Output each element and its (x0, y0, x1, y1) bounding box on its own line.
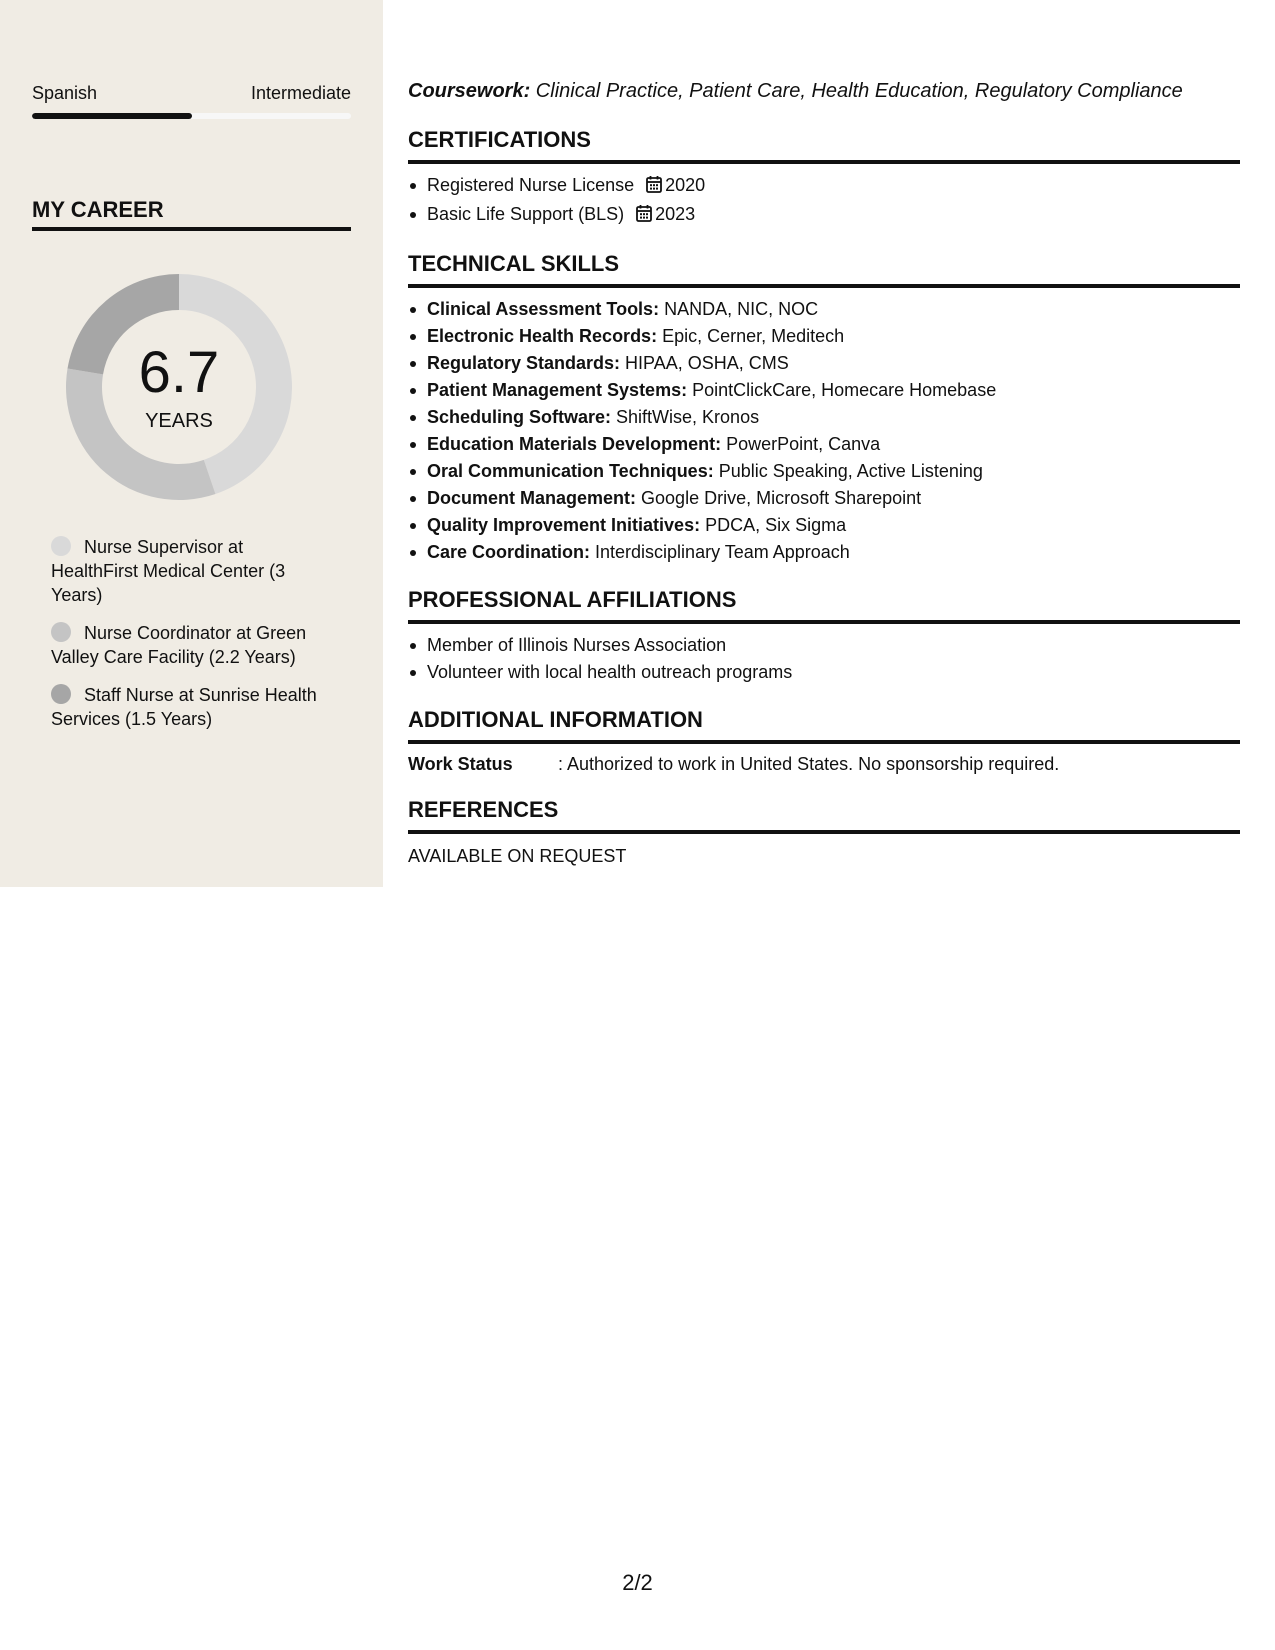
skill-value: HIPAA, OSHA, CMS (620, 353, 789, 373)
skill-item (427, 512, 1240, 539)
certification-name: Registered Nurse License (427, 175, 635, 195)
career-donut-chart (66, 274, 292, 500)
language-proficiency-bar (32, 113, 351, 119)
skill-item (427, 539, 1240, 566)
career-legend-item (51, 535, 321, 607)
certification-item (427, 172, 1240, 201)
work-status-row (408, 752, 1240, 776)
page-number: 2/2 (622, 1570, 653, 1595)
skill-name: Oral Communication Techniques: (427, 461, 714, 481)
career-legend-item (51, 621, 321, 669)
skill-name: Care Coordination: (427, 542, 591, 562)
skill-name: Electronic Health Records: (427, 326, 658, 346)
career-legend-label: Nurse Supervisor at HealthFirst Medical Center (3 Years) (51, 537, 286, 605)
work-status-label: Work Status (408, 754, 513, 774)
skill-value: Google Drive, Microsoft Sharepoint (636, 488, 922, 508)
skill-name: Quality Improvement Initiatives: (427, 515, 701, 535)
language-level: Intermediate (250, 83, 351, 103)
language-row (32, 82, 351, 104)
affiliations-title: PROFESSIONAL AFFILIATIONS (408, 587, 737, 612)
affiliation-item: Member of Illinois Nurses Association (427, 632, 1240, 659)
skill-name: Clinical Assessment Tools: (427, 299, 660, 319)
career-legend-label: Nurse Coordinator at Green Valley Care Facility (2.2 Years) (51, 623, 307, 667)
skill-value: PowerPoint, Canva (721, 434, 881, 454)
calendar-icon (636, 203, 652, 230)
affiliation-item: Volunteer with local health outreach programs (427, 659, 1240, 686)
affiliations-list (408, 632, 1240, 686)
certifications-list (408, 172, 1240, 230)
skill-value: NANDA, NIC, NOC (659, 299, 819, 319)
skill-value: ShiftWise, Kronos (611, 407, 760, 427)
skill-value: Interdisciplinary Team Approach (590, 542, 850, 562)
section-rule (408, 830, 1240, 834)
section-rule (408, 284, 1240, 288)
career-legend-item (51, 683, 321, 731)
skill-name: Patient Management Systems: (427, 380, 688, 400)
skill-name: Regulatory Standards: (427, 353, 621, 373)
certifications-title: CERTIFICATIONS (408, 127, 591, 152)
career-total-years: 6.7 (138, 340, 220, 405)
skill-name: Education Materials Development: (427, 434, 722, 454)
coursework-text: Clinical Practice, Patient Care, Health Education, Regulatory Compliance (530, 80, 1183, 102)
career-total-unit: YEARS (145, 410, 213, 432)
additional-info-section (408, 706, 1240, 776)
skill-item (427, 458, 1240, 485)
certification-year: 2020 (665, 175, 706, 195)
calendar-icon (646, 174, 662, 201)
references-section (408, 796, 1240, 868)
affiliations-section (408, 586, 1240, 686)
additional-info-title: ADDITIONAL INFORMATION (408, 707, 703, 732)
career-section-rule (32, 227, 351, 231)
skill-item (427, 485, 1240, 512)
language-proficiency-fill (32, 113, 192, 119)
skill-name: Scheduling Software: (427, 407, 612, 427)
work-status-value: : Authorized to work in United States. No sponsorship required. (558, 754, 1060, 774)
skill-value: PointClickCare, Homecare Homebase (687, 380, 997, 400)
coursework-label: Coursework: (408, 80, 531, 102)
legend-dot-icon (51, 622, 71, 642)
references-text: AVAILABLE ON REQUEST (408, 846, 627, 866)
skill-value: Epic, Cerner, Meditech (657, 326, 845, 346)
section-rule (408, 620, 1240, 624)
section-rule (408, 740, 1240, 744)
skill-item (427, 377, 1240, 404)
skill-value: PDCA, Six Sigma (700, 515, 847, 535)
certification-item (427, 201, 1240, 230)
certifications-section (408, 126, 1240, 230)
skill-item (427, 296, 1240, 323)
legend-dot-icon (51, 536, 71, 556)
career-legend-label: Staff Nurse at Sunrise Health Services (1.5 Years) (51, 685, 317, 729)
section-rule (408, 160, 1240, 164)
skill-name: Document Management: (427, 488, 637, 508)
skill-item (427, 323, 1240, 350)
language-name: Spanish (32, 83, 98, 103)
career-legend (51, 535, 321, 745)
certification-year: 2023 (655, 204, 696, 224)
career-section-title: MY CAREER (32, 197, 164, 222)
skill-item (427, 350, 1240, 377)
main-content (408, 78, 1240, 868)
certification-name: Basic Life Support (BLS) (427, 204, 625, 224)
technical-skills-list (408, 296, 1240, 566)
technical-skills-title: TECHNICAL SKILLS (408, 251, 620, 276)
sidebar (0, 0, 383, 887)
coursework-line (408, 78, 1240, 104)
technical-skills-section (408, 250, 1240, 566)
skill-item (427, 404, 1240, 431)
skill-value: Public Speaking, Active Listening (713, 461, 983, 481)
skill-item (427, 431, 1240, 458)
references-title: REFERENCES (408, 797, 559, 822)
legend-dot-icon (51, 684, 71, 704)
